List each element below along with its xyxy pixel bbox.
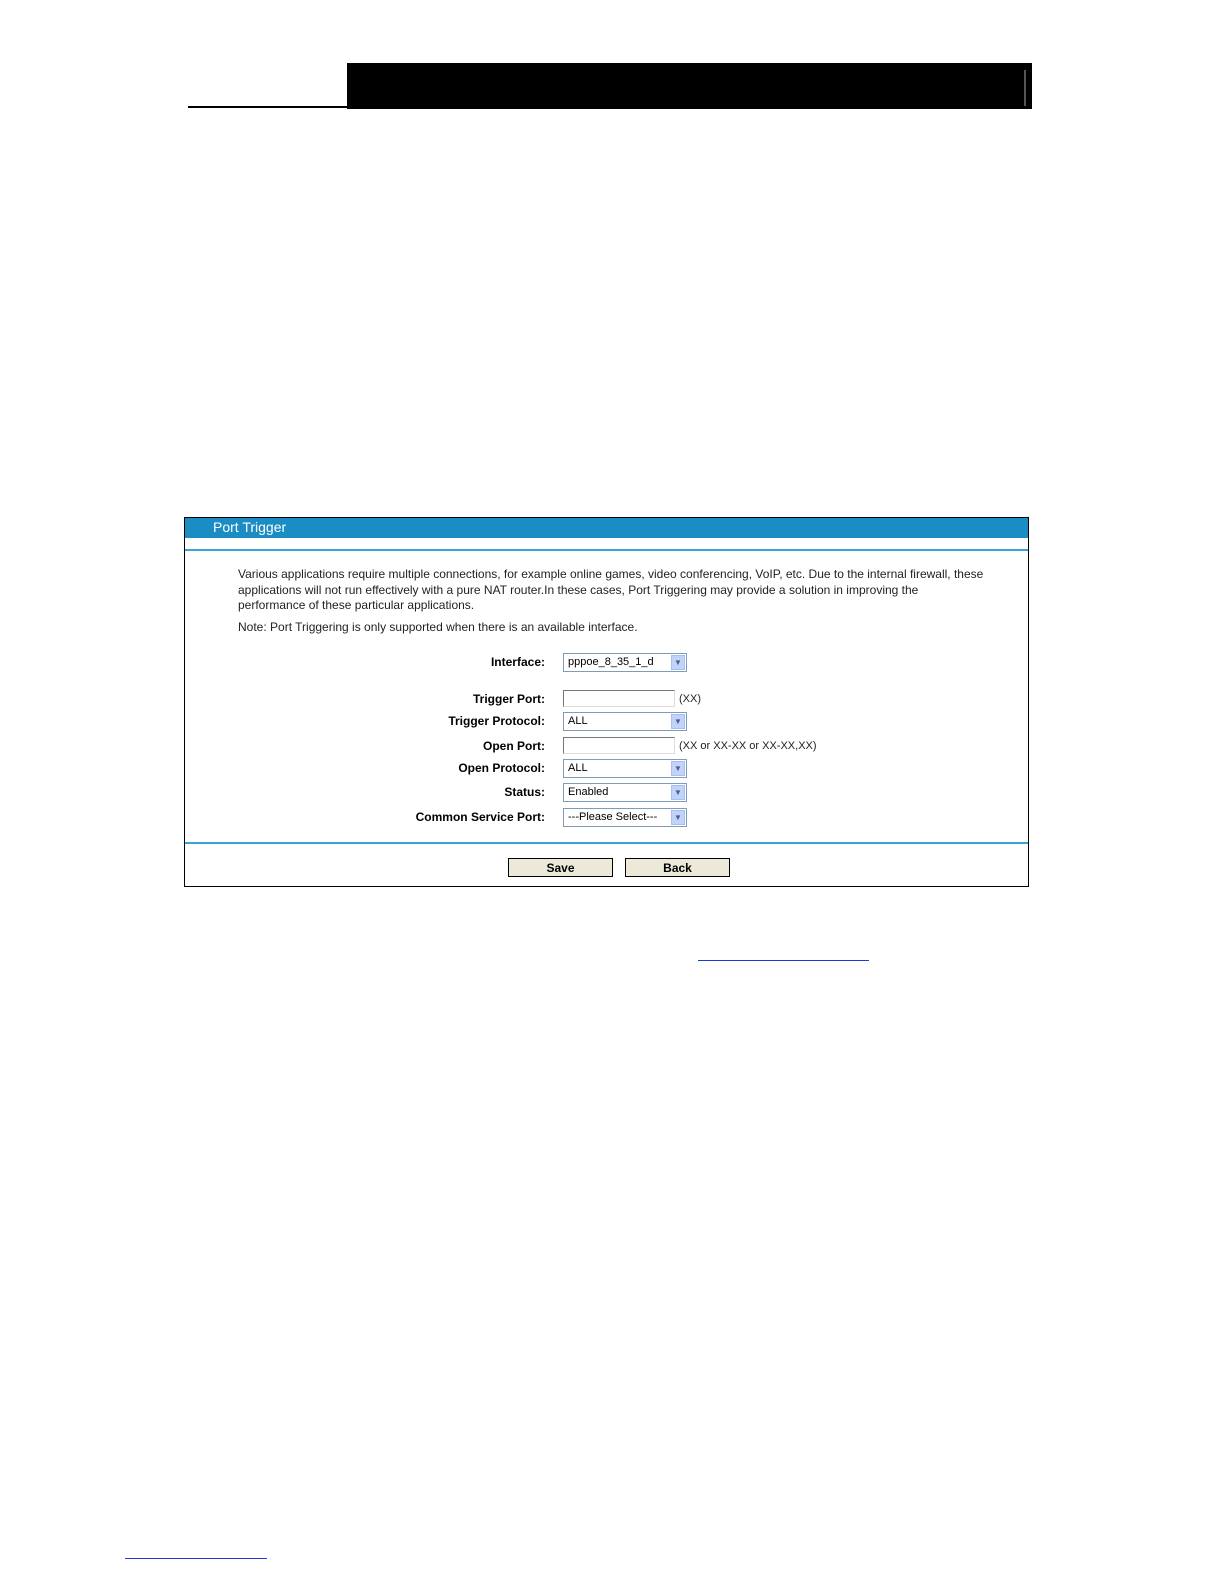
chevron-down-icon[interactable]: ▼ <box>671 810 685 825</box>
common-service-port-label: Common Service Port: <box>415 810 545 824</box>
open-protocol-select-value: ALL <box>568 762 588 774</box>
chevron-down-icon[interactable]: ▼ <box>671 655 685 670</box>
open-protocol-select[interactable] <box>563 759 687 778</box>
chevron-down-icon[interactable]: ▼ <box>671 714 685 729</box>
port-trigger-panel <box>184 517 1029 887</box>
open-port-label: Open Port: <box>483 739 545 753</box>
trigger-port-hint: (XX) <box>679 693 701 705</box>
interface-label: Interface: <box>490 655 545 669</box>
panel-title: Port Trigger <box>185 518 1028 538</box>
common-service-port-select[interactable] <box>563 808 687 827</box>
interface-select-value: pppoe_8_35_1_d <box>568 656 654 668</box>
divider-bottom <box>185 842 1028 844</box>
divider-top <box>185 549 1028 551</box>
open-port-row <box>185 737 1028 757</box>
save-button[interactable]: Save <box>508 858 613 877</box>
status-select[interactable] <box>563 783 687 802</box>
open-port-hint: (XX or XX-XX or XX-XX,XX) <box>679 740 817 752</box>
open-port-input[interactable] <box>563 737 675 754</box>
interface-row <box>185 653 1028 673</box>
open-protocol-row <box>185 759 1028 779</box>
common-service-port-select-value: ---Please Select--- <box>568 811 658 823</box>
footer-link-underline[interactable] <box>125 1558 267 1559</box>
trigger-port-label: Trigger Port: <box>472 692 545 706</box>
chevron-down-icon[interactable]: ▼ <box>671 785 685 800</box>
status-select-value: Enabled <box>568 786 609 798</box>
trigger-port-row <box>185 690 1028 710</box>
note-text: Note: Port Triggering is only supported when there is an available interface. <box>238 620 638 634</box>
chevron-down-icon[interactable]: ▼ <box>671 761 685 776</box>
common-service-port-row <box>185 808 1028 828</box>
status-label: Status: <box>504 785 545 799</box>
trigger-protocol-select[interactable] <box>563 712 687 731</box>
hyperlink-underline[interactable] <box>698 960 869 961</box>
header-underline <box>188 106 348 108</box>
header-bar-edge <box>1024 70 1026 106</box>
trigger-protocol-row <box>185 712 1028 732</box>
status-row <box>185 783 1028 803</box>
trigger-protocol-select-value: ALL <box>568 715 588 727</box>
description-text: Various applications require multiple connections, for example online games, video conferencing, VoIP, etc. Due to the internal firewall, these applications will not run effectively with a pure NAT router.In these cases, Port Triggering may provide a solution in improving the performance of these particular applications. <box>238 567 984 612</box>
interface-select[interactable] <box>563 653 687 672</box>
open-protocol-label: Open Protocol: <box>458 761 545 775</box>
back-button[interactable]: Back <box>625 858 730 877</box>
trigger-port-input[interactable] <box>563 690 675 707</box>
header-bar <box>347 63 1032 109</box>
trigger-protocol-label: Trigger Protocol: <box>448 714 545 728</box>
